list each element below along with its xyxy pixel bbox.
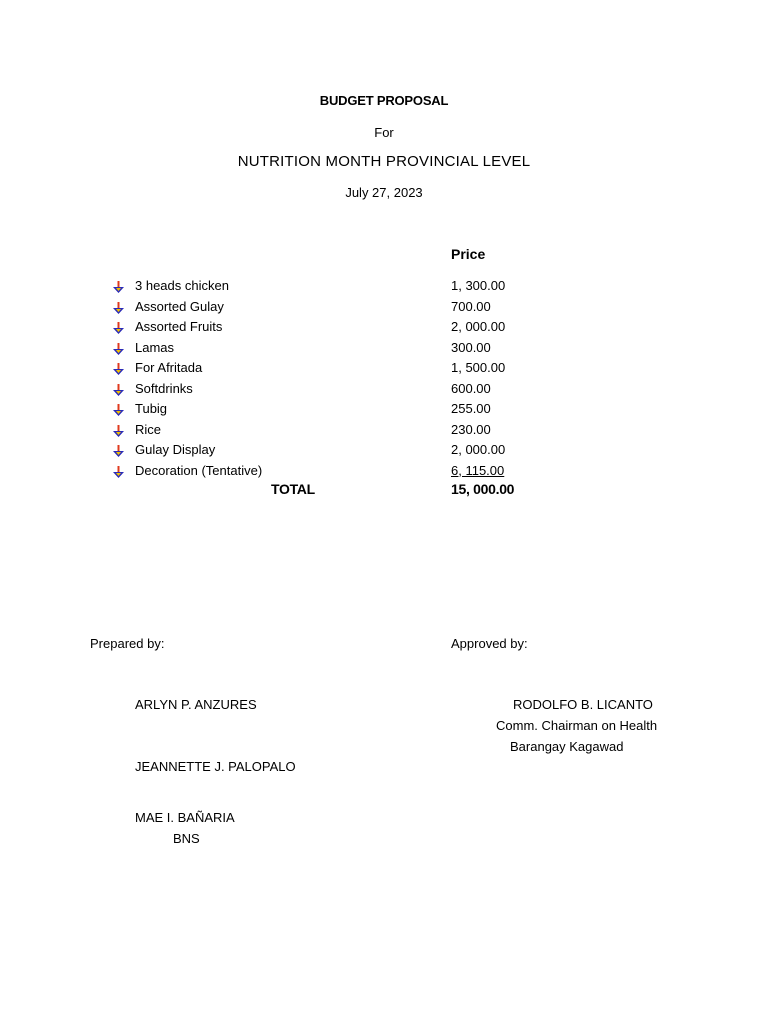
item-price: 230.00: [451, 421, 491, 437]
budget-item-row: [0, 340, 768, 360]
preparer-name: MAE I. BAÑARIA: [135, 810, 235, 825]
budget-item-row: [0, 442, 768, 462]
item-price: 600.00: [451, 380, 491, 396]
preparer-name: JEANNETTE J. PALOPALO: [135, 759, 296, 774]
item-label: Tubig: [135, 401, 168, 416]
budget-item-row: [0, 401, 768, 421]
item-price: 2, 000.00: [451, 319, 506, 334]
item-label: For Afritada: [135, 360, 203, 375]
item-label: Softdrinks: [135, 380, 193, 396]
approved-by-label: Approved by:: [451, 636, 528, 651]
item-price: 6, 115.00: [451, 462, 505, 478]
total-label: TOTAL: [271, 481, 315, 497]
item-label: Decoration (Tentative): [135, 462, 263, 478]
budget-item-row: [0, 422, 768, 442]
preparer-title: BNS: [173, 831, 200, 846]
arrow-down-bullet-icon: [112, 445, 125, 458]
approver-title: Comm. Chairman on Health: [496, 718, 658, 733]
item-label: 3 heads chicken: [135, 278, 229, 293]
item-price: 1, 500.00: [451, 360, 506, 375]
arrow-down-bullet-icon: [112, 404, 125, 417]
item-label: Assorted Fruits: [135, 319, 223, 334]
approver-name: RODOLFO B. LICANTO: [513, 697, 653, 712]
item-price: 255.00: [451, 401, 491, 416]
item-label: Gulay Display: [135, 442, 216, 457]
item-price: 1, 300.00: [451, 278, 506, 293]
arrow-down-bullet-icon: [112, 322, 125, 335]
event-subtitle: NUTRITION MONTH PROVINCIAL LEVEL: [237, 153, 531, 170]
budget-item-row: [0, 381, 768, 401]
budget-item-row: [0, 360, 768, 380]
approver-position: Barangay Kagawad: [510, 739, 624, 754]
arrow-down-bullet-icon: [112, 466, 125, 479]
item-label: Rice: [135, 421, 162, 437]
arrow-down-bullet-icon: [112, 343, 125, 356]
arrow-down-bullet-icon: [112, 425, 125, 438]
budget-item-row: [0, 463, 768, 483]
document-title: BUDGET PROPOSAL: [319, 93, 449, 108]
preparer-name: ARLYN P. ANZURES: [135, 697, 257, 712]
item-price: 300.00: [451, 339, 491, 355]
for-line: For: [374, 125, 394, 140]
arrow-down-bullet-icon: [112, 302, 125, 315]
budget-item-row: [0, 319, 768, 339]
item-label: Assorted Gulay: [135, 298, 224, 314]
arrow-down-bullet-icon: [112, 384, 125, 397]
arrow-down-bullet-icon: [112, 363, 125, 376]
prepared-by-label: Prepared by:: [90, 636, 165, 651]
item-price: 700.00: [451, 298, 491, 314]
document-date: July 27, 2023: [345, 185, 423, 200]
budget-item-row: [0, 299, 768, 319]
total-value: 15, 000.00: [451, 481, 515, 497]
item-price: 2, 000.00: [451, 442, 506, 457]
budget-item-row: [0, 278, 768, 298]
arrow-down-bullet-icon: [112, 281, 125, 294]
price-column-header: Price: [451, 246, 486, 262]
item-label: Lamas: [135, 339, 175, 355]
